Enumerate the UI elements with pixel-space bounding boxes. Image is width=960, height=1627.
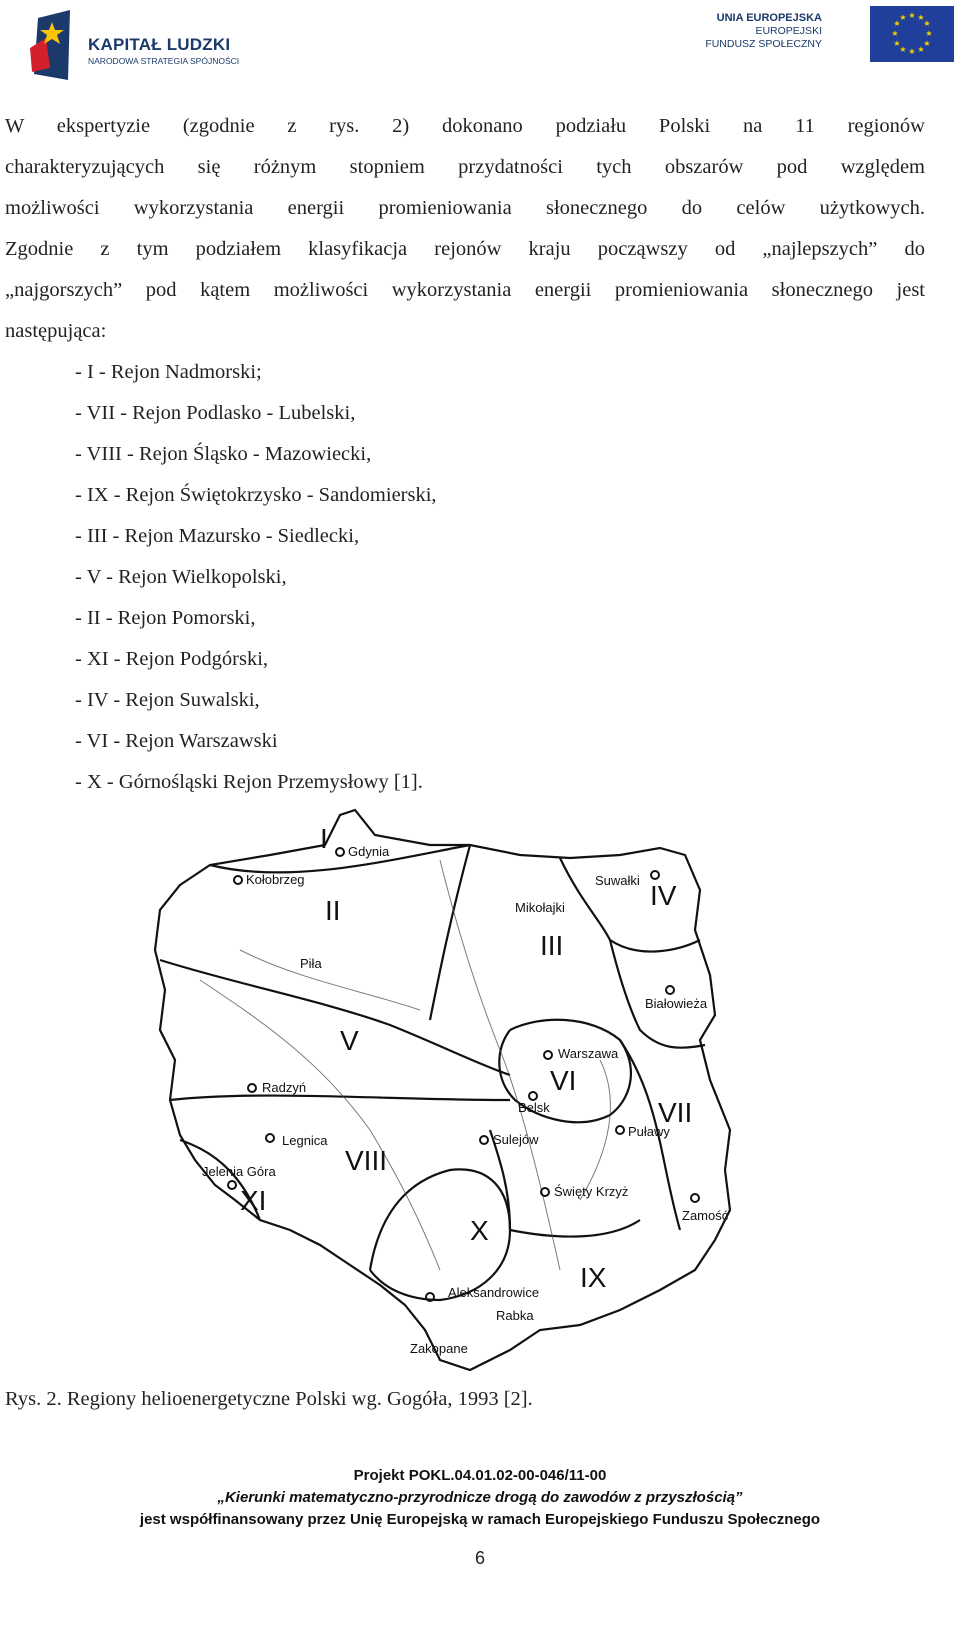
list-item: - VIII - Rejon Śląsko - Mazowiecki, xyxy=(75,443,372,465)
paragraph-line: „najgorszych” pod kątem możliwości wykorzystania energii promieniowania słonecznego jest xyxy=(5,279,925,301)
region-border-X xyxy=(370,1169,510,1300)
page-number: 6 xyxy=(474,1548,485,1568)
city-sulejow: Sulejów xyxy=(493,1132,539,1147)
city-jelenia-gora: Jelenia Góra xyxy=(202,1164,276,1179)
paragraph-line: możliwości wykorzystania energii promieniowania słonecznego do celów użytkowych. xyxy=(5,197,925,219)
region-label-VII: VII xyxy=(658,1097,693,1128)
svg-text:★: ★ xyxy=(917,45,925,54)
region-label-I: I xyxy=(320,823,328,854)
city-warszawa: Warszawa xyxy=(558,1046,619,1061)
footer-project-number: Projekt POKL.04.01.02-00-046/11-00 xyxy=(353,1467,607,1484)
document-body xyxy=(5,106,925,803)
eu-line3: FUNDUSZ SPOŁECZNY xyxy=(705,38,822,50)
river-line xyxy=(200,980,440,1270)
region-label-VIII: VIII xyxy=(345,1145,388,1176)
city-aleksandrowice: Aleksandrowice xyxy=(448,1285,540,1300)
region-border-V-VIII xyxy=(170,1096,510,1100)
city-rabka: Rabka xyxy=(496,1308,534,1323)
list-item: - VII - Rejon Podlasko - Lubelski, xyxy=(75,402,356,424)
list-item: - XI - Rejon Podgórski, xyxy=(75,648,269,670)
list-item: - X - Górnośląski Rejon Przemysłowy [1]. xyxy=(75,771,423,793)
region-border-II-V xyxy=(160,960,510,1075)
city-gdynia: Gdynia xyxy=(348,844,390,859)
svg-text:★: ★ xyxy=(925,29,933,38)
region-label-III: III xyxy=(540,930,564,961)
svg-text:★: ★ xyxy=(899,45,907,54)
svg-text:★: ★ xyxy=(908,47,916,56)
svg-text:★: ★ xyxy=(923,19,931,28)
city-pulawy: Puławy xyxy=(628,1124,670,1139)
region-border-II-III xyxy=(430,845,470,1020)
eu-logo-text xyxy=(705,12,822,51)
page-header xyxy=(0,0,960,95)
city-mikolajki: Mikołajki xyxy=(515,900,565,915)
list-item: - IV - Rejon Suwalski, xyxy=(75,689,260,711)
eu-flag-icon xyxy=(870,6,954,62)
region-label-VI: VI xyxy=(550,1065,577,1096)
eu-line1: UNIA EUROPEJSKA xyxy=(716,12,822,24)
poland-regions-map xyxy=(140,800,760,1375)
region-label-V: V xyxy=(340,1025,359,1056)
city-radzyn: Radzyń xyxy=(262,1080,307,1095)
city-zamosc: Zamość xyxy=(682,1208,729,1223)
svg-text:★: ★ xyxy=(893,19,901,28)
svg-text:★: ★ xyxy=(923,39,931,48)
city-zakopane: Zakopane xyxy=(410,1341,468,1356)
kl-logo-title: KAPITAŁ LUDZKI xyxy=(88,35,231,54)
kl-logo-subtitle: NARODOWA STRATEGIA SPÓJNOŚCI xyxy=(88,56,240,66)
intro-paragraph xyxy=(5,106,925,352)
region-label-XI: XI xyxy=(240,1185,267,1216)
svg-text:★: ★ xyxy=(908,11,916,20)
river-line xyxy=(240,950,420,1010)
svg-text:★: ★ xyxy=(899,13,907,22)
city-kolobrzeg: Kołobrzeg xyxy=(246,872,305,887)
list-item: - V - Rejon Wielkopolski, xyxy=(75,566,287,588)
svg-text:★: ★ xyxy=(893,39,901,48)
region-label-IV: IV xyxy=(650,880,677,911)
footer-project-title: „Kierunki matematyczno-przyrodnicze drogą do zawodów z przyszłością” xyxy=(217,1489,743,1506)
city-bialowieza: Białowieża xyxy=(645,996,708,1011)
paragraph-line: W ekspertyzie (zgodnie z rys. 2) dokonano podziału Polski na 11 regionów xyxy=(5,115,925,137)
list-item: - VI - Rejon Warszawski xyxy=(75,730,278,752)
list-item: - I - Rejon Nadmorski; xyxy=(75,361,262,383)
svg-text:★: ★ xyxy=(917,13,925,22)
region-label-IX: IX xyxy=(580,1262,607,1293)
region-label-II: II xyxy=(325,895,341,926)
figure-caption: Rys. 2. Regiony helioenergetyczne Polski wg. Gogóła, 1993 [2]. xyxy=(5,1388,533,1410)
svg-text:★: ★ xyxy=(891,29,899,38)
list-item: - II - Rejon Pomorski, xyxy=(75,607,256,629)
river-line xyxy=(580,1060,610,1200)
city-suwalki: Suwałki xyxy=(595,873,640,888)
city-legnica: Legnica xyxy=(282,1133,328,1148)
region-border-IX xyxy=(510,1220,640,1237)
city-swiety-krzyz: Święty Krzyż xyxy=(554,1184,629,1199)
list-item: - IX - Rejon Świętokrzysko - Sandomierski, xyxy=(75,484,437,506)
region-label-X: X xyxy=(470,1215,489,1246)
footer-funding-note: jest współfinansowany przez Unię Europejską w ramach Europejskiego Funduszu Społecznego xyxy=(139,1511,821,1528)
city-pila: Piła xyxy=(300,956,322,971)
region-ranking-list xyxy=(5,352,925,803)
region-border-III-VII xyxy=(610,940,705,1048)
eu-line2: EUROPEJSKI xyxy=(755,25,822,37)
paragraph-line: następująca: xyxy=(5,320,107,342)
paragraph-line: Zgodnie z tym podziałem klasyfikacja rejonów kraju począwszy od „najlepszych” do xyxy=(5,238,925,260)
list-item: - III - Rejon Mazursko - Siedlecki, xyxy=(75,525,360,547)
poland-outline xyxy=(155,810,730,1370)
paragraph-line: charakteryzujących się różnym stopniem przydatności tych obszarów pod względem xyxy=(5,156,925,178)
city-belsk: Belsk xyxy=(518,1100,550,1115)
